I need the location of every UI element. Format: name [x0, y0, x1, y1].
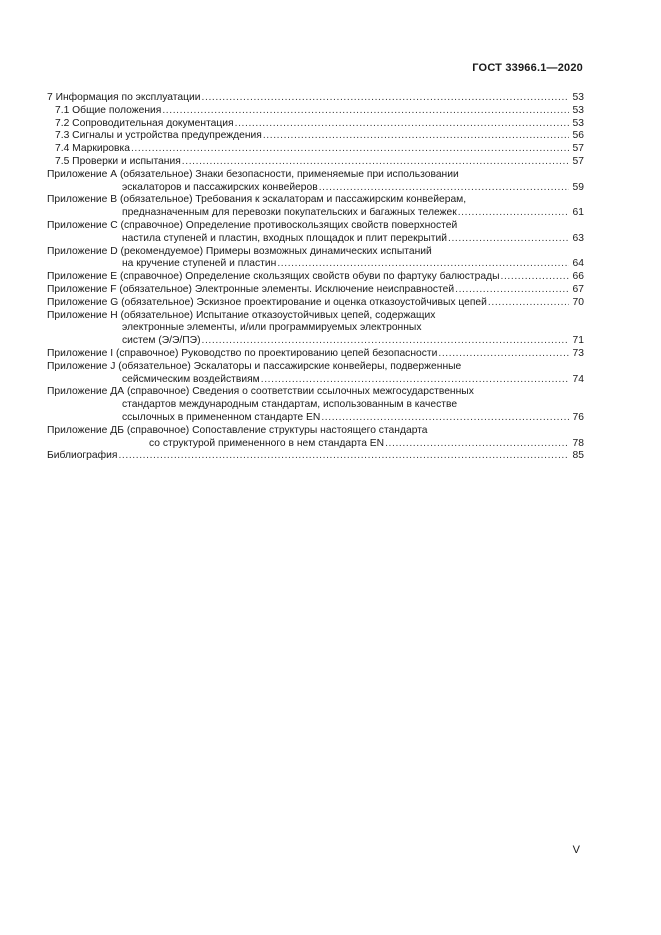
toc-page-number: 61: [572, 207, 584, 219]
toc-entry-line: [47, 361, 584, 374]
toc-entry-text: 7.3 Сигналы и устройства предупреждения: [55, 130, 262, 142]
toc-entry[interactable]: [47, 118, 584, 131]
toc-entry-text: ссылочных в примененном стандарте EN: [122, 411, 321, 423]
toc-entry[interactable]: [47, 156, 584, 169]
toc-entry[interactable]: [47, 220, 584, 246]
toc-dot-leader: [448, 233, 569, 246]
toc-entry-text: настила ступеней и пластин, входных площадок и плит перекрытий: [122, 232, 447, 244]
toc-entry-line: [47, 118, 584, 131]
toc-entry-line: [47, 143, 584, 156]
toc-entry-line: [47, 169, 584, 182]
toc-entry-text: Приложение ДБ (справочное) Сопоставление структуры настоящего стандарта: [47, 424, 428, 436]
toc-dot-leader: [202, 92, 569, 105]
toc-entry-text: Приложение F (обязательное) Электронные элементы. Исключение неисправностей: [47, 283, 455, 295]
toc-page-number: 53: [572, 92, 584, 103]
toc-entry[interactable]: [47, 246, 584, 272]
toc-entry-text: Приложение В (обязательное) Требования к эскалаторам и пассажирским конвейерам,: [47, 194, 467, 206]
toc-entry-text: Приложение А (обязательное) Знаки безопасности, применяемые при использовании: [47, 168, 459, 180]
page-number: V: [572, 844, 580, 856]
toc-dot-leader: [277, 258, 569, 271]
toc-page-number: 67: [572, 283, 584, 295]
toc-entry-line: [47, 207, 584, 220]
toc-entry-text: Библиография: [47, 450, 118, 462]
toc-dot-leader: [131, 143, 569, 156]
toc-entry-text: Приложение D (рекомендуемое) Примеры возможных динамических испытаний: [47, 245, 432, 257]
toc-entry[interactable]: [47, 143, 584, 156]
toc-page-number: 73: [572, 347, 584, 359]
toc-entry[interactable]: [47, 310, 584, 348]
document-header-code: ГОСТ 33966.1—2020: [472, 62, 583, 74]
toc-page-number: 53: [572, 117, 584, 129]
toc-page-number: 76: [572, 411, 584, 423]
toc-entry-text: эскалаторов и пассажирских конвейеров: [122, 181, 318, 193]
toc-entry[interactable]: [47, 130, 584, 143]
toc-entry-line: [47, 105, 584, 118]
toc-dot-leader: [162, 105, 569, 118]
toc-dot-leader: [385, 438, 569, 451]
toc-dot-leader: [261, 374, 569, 387]
toc-entry[interactable]: [47, 92, 584, 105]
toc-dot-leader: [235, 118, 569, 131]
toc-entry[interactable]: [47, 105, 584, 118]
toc-entry-text: Приложение Е (справочное) Определение скользящих свойств обуви по фартуку балюстрады: [47, 271, 500, 283]
toc-entry-text: 7.2 Сопроводительная документация: [55, 117, 234, 129]
toc-entry-line: [47, 335, 584, 348]
toc-dot-leader: [501, 271, 570, 284]
toc-entry-text: систем (Э/Э/ПЭ): [122, 335, 201, 347]
toc-entry[interactable]: [47, 450, 584, 463]
toc-entry[interactable]: [47, 169, 584, 195]
toc-entry-text: стандартов международным стандартам, использованным в качестве: [122, 399, 458, 411]
toc-entry-line: [47, 194, 584, 207]
toc-entry-text: Приложение Н (обязательное) Испытание отказоустойчивых цепей, содержащих: [47, 309, 436, 321]
toc-entry-line: [47, 130, 584, 143]
toc-page-number: 64: [572, 258, 584, 270]
toc-dot-leader: [182, 156, 569, 169]
toc-entry-text: Приложение G (обязательное) Эскизное проектирование и оценка отказоустойчивых цепей: [47, 296, 487, 308]
toc-entry[interactable]: [47, 194, 584, 220]
toc-page-number: 56: [572, 130, 584, 142]
toc-entry-line: [47, 348, 584, 361]
toc-entry-text: со структурой примененного в нем стандарта EN: [149, 437, 385, 449]
toc-entry-text: 7.4 Маркировка: [55, 143, 130, 155]
toc-entry-text: на кручение ступеней и пластин: [122, 258, 277, 270]
toc-page-number: 78: [572, 437, 584, 449]
toc-page-number: 63: [572, 232, 584, 244]
toc-dot-leader: [202, 335, 570, 348]
toc-dot-leader: [455, 284, 569, 297]
toc-entry-line: [47, 297, 584, 310]
toc-entry-line: [47, 310, 584, 323]
toc-entry[interactable]: [47, 425, 584, 451]
toc-entry-text: сейсмическим воздействиям: [122, 373, 260, 385]
toc-entry-line: [47, 246, 584, 259]
toc-page-number: 57: [572, 155, 584, 167]
toc-entry-line: [47, 374, 584, 387]
toc-entry-text: 7.5 Проверки и испытания: [55, 155, 181, 167]
toc-page-number: 74: [572, 373, 584, 385]
toc-entry[interactable]: [47, 284, 584, 297]
toc-entry-line: [47, 386, 584, 399]
toc-entry-line: [47, 220, 584, 233]
toc-entry-text: Приложение С (справочное) Определение противоскользящих свойств поверхностей: [47, 219, 458, 231]
toc-dot-leader: [263, 130, 569, 143]
toc-entry-text: 7 Информация по эксплуатации: [47, 92, 201, 103]
toc-entry-line: [47, 322, 584, 335]
toc-entry[interactable]: [47, 361, 584, 387]
toc-entry-text: предназначенным для перевозки покупательских и багажных тележек: [122, 207, 457, 219]
toc-page-number: 59: [572, 181, 584, 193]
toc-page-number: 53: [572, 104, 584, 116]
toc-dot-leader: [438, 348, 569, 361]
toc-entry-line: [47, 182, 584, 195]
toc-entry-line: [47, 284, 584, 297]
toc-dot-leader: [458, 207, 569, 220]
toc-entry-line: [47, 233, 584, 246]
toc-entry-text: Приложение J (обязательное) Эскалаторы и пассажирские конвейеры, подверженные: [47, 360, 462, 372]
toc-entry-text: Приложение I (справочное) Руководство по проектированию цепей безопасности: [47, 347, 438, 359]
toc-entry-line: [47, 399, 584, 412]
toc-entry-line: [47, 425, 584, 438]
toc-dot-leader: [118, 450, 569, 463]
toc-entry-line: [47, 450, 584, 463]
table-of-contents: [47, 92, 584, 463]
toc-dot-leader: [488, 297, 569, 310]
toc-page-number: 71: [572, 335, 584, 347]
toc-entry-text: 7.1 Общие положения: [55, 104, 162, 116]
toc-entry[interactable]: [47, 386, 584, 424]
toc-entry-line: [47, 438, 584, 451]
toc-entry[interactable]: [47, 271, 584, 284]
toc-page-number: 57: [572, 143, 584, 155]
toc-entry-line: [47, 271, 584, 284]
toc-page-number: 70: [572, 296, 584, 308]
toc-entry-line: [47, 412, 584, 425]
toc-entry-line: [47, 258, 584, 271]
toc-entry[interactable]: [47, 348, 584, 361]
toc-entry-text: Приложение ДА (справочное) Сведения о соответствии ссылочных межгосударственных: [47, 386, 474, 398]
toc-page-number: 85: [572, 450, 584, 462]
toc-dot-leader: [321, 412, 569, 425]
toc-entry-text: электронные элементы, и/или программируемых электронных: [122, 322, 422, 334]
toc-entry[interactable]: [47, 297, 584, 310]
toc-page-number: 66: [572, 271, 584, 283]
toc-entry-line: [47, 156, 584, 169]
toc-dot-leader: [319, 182, 569, 195]
toc-entry-line: [47, 92, 584, 105]
